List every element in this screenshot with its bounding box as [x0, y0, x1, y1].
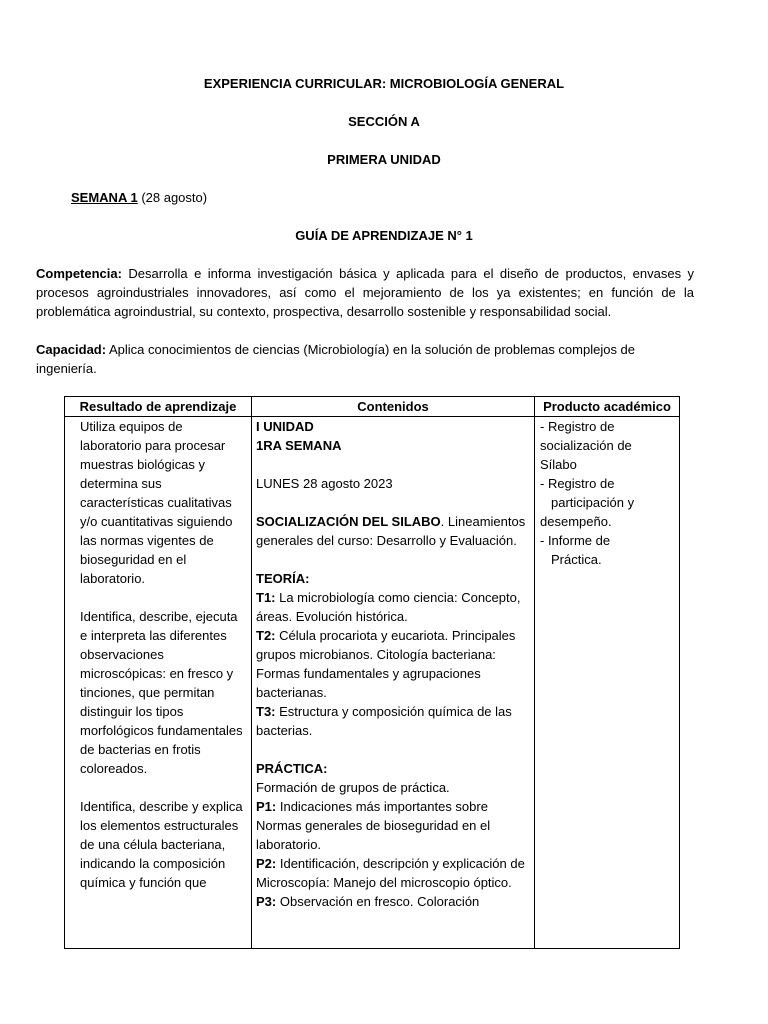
semana-label: 1RA SEMANA: [256, 438, 342, 453]
producto-line: participación y: [551, 495, 635, 510]
t1-text: La microbiología como ciencia: Concepto, áreas. Evolución histórica.: [256, 590, 521, 624]
t3-text: Estructura y composición química de las bacterias.: [256, 704, 512, 738]
t3-item: [256, 702, 528, 740]
producto-line: socialización de: [540, 438, 632, 453]
productos-cell: [535, 417, 680, 949]
resultado-item: Identifica, describe y explica los elementos estructurales de una célula bacteriana, indicando la composición química y función que: [80, 799, 243, 890]
fecha: LUNES 28 agosto 2023: [256, 476, 393, 491]
guide-title: GUÍA DE APRENDIZAJE N° 1: [295, 228, 473, 243]
header-contenidos: Contenidos: [252, 397, 535, 417]
socializacion: [256, 512, 528, 550]
table-row: [65, 417, 680, 949]
socializacion-label: SOCIALIZACIÓN DEL SILABO: [256, 514, 441, 529]
teoria-label: TEORÍA:: [256, 571, 310, 586]
unidad-label: I UNIDAD: [256, 419, 314, 434]
p2-item: [256, 854, 528, 892]
table-header-row: [65, 397, 680, 417]
producto-line: Sílabo: [540, 457, 577, 472]
p1-item: [256, 797, 528, 854]
practica-label: PRÁCTICA:: [256, 761, 328, 776]
t2-text: Célula procariota y eucariota. Principales grupos microbianos. Citología bacteriana: Formas fundamentales y agrupaciones bacterianas.: [256, 628, 516, 700]
p3-label: P3:: [256, 894, 277, 909]
t2-label: T2:: [256, 628, 276, 643]
resultados-cell: [65, 417, 252, 949]
p2-label: P2:: [256, 856, 277, 871]
week-label: SEMANA 1: [71, 190, 138, 205]
socializacion-text: . Lineamientos generales del curso: Desarrollo y Evaluación.: [256, 514, 526, 548]
contenidos-cell: [252, 417, 535, 949]
t2-item: [256, 626, 528, 702]
capacidad-paragraph: [36, 340, 694, 378]
week-line: [71, 188, 207, 207]
p3-item: [256, 892, 528, 911]
header-resultado: Resultado de aprendizaje: [65, 397, 252, 417]
capacidad-label: Capacidad:: [36, 342, 107, 357]
resultado-item: Utiliza equipos de laboratorio para procesar muestras biológicas y determina sus características cualitativas y/o cuantitativas siguiendo las normas vigentes de bioseguridad en el laboratorio.: [80, 419, 233, 586]
competencia-label: Competencia:: [36, 266, 122, 281]
t3-label: T3:: [256, 704, 276, 719]
competencia-text: Desarrolla e informa investigación básica y aplicada para el diseño de productos, envases y procesos agroindustriales innovadores, así como el mejoramiento de los ya existentes; en función de la problemática agroindustrial, su contexto, prospectiva, desarrollo sostenible y responsabilidad social.: [36, 266, 694, 319]
producto-line: - Registro de: [540, 476, 615, 491]
header-producto: Producto académico: [535, 397, 680, 417]
producto-line: desempeño.: [540, 514, 612, 529]
course-title: EXPERIENCIA CURRICULAR: MICROBIOLOGÍA GENERAL: [203, 76, 565, 91]
p1-text: Indicaciones más importantes sobre Normas generales de bioseguridad en el laboratorio.: [256, 799, 491, 852]
resultado-item: Identifica, describe, ejecuta e interpreta las diferentes observaciones microscópicas: en fresco y tinciones, que permitan distinguir los tipos morfológicos fundamentales de bacterias en frotis coloreados.: [80, 609, 243, 776]
p2-text: Identificación, descripción y explicación de Microscopía: Manejo del microscopio óptico.: [256, 856, 525, 890]
practica-text: Formación de grupos de práctica.: [256, 780, 450, 795]
t1-item: [256, 588, 528, 626]
producto-line: - Registro de: [540, 419, 615, 434]
learning-table: [64, 396, 680, 949]
producto-line: - Informe de: [540, 533, 611, 548]
section-label: SECCIÓN A: [348, 114, 420, 129]
producto-line: Práctica.: [551, 552, 602, 567]
week-date: (28 agosto): [137, 190, 208, 205]
t1-label: T1:: [256, 590, 276, 605]
p1-label: P1:: [256, 799, 277, 814]
capacidad-text: Aplica conocimientos de ciencias (Microbiología) en la solución de problemas complejos de ingeniería.: [36, 342, 636, 376]
p3-text: Observación en fresco. Coloración: [276, 894, 480, 909]
unit-label: PRIMERA UNIDAD: [327, 152, 441, 167]
competencia-paragraph: [36, 264, 694, 321]
